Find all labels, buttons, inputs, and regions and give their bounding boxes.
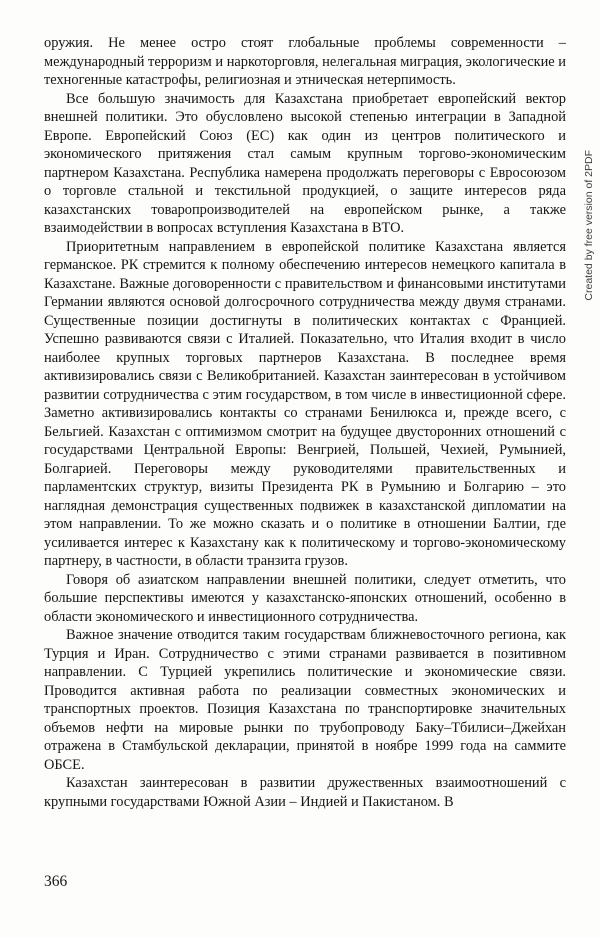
page-number: 366 (44, 873, 68, 890)
body-text (44, 34, 566, 811)
watermark-text: Created by free version of 2PDF (583, 150, 595, 301)
paragraph-middle-east: Важное значение отводится таким государствам ближневосточного региона, как Турция и Иран. Сотрудничество с этими странами развивается в позитивном направлении. С Турцией укрепились политические и экономические связи. Проводится активная работа по реализации совместных экономических и транспортных проектов. Позиция Казахстана по транспортировке значительных объемов нефти на мировые рынки по трубопроводу Баку–Тбилиси–Джейхан отражена в Стамбульской декларации, принятой в ноябре 1999 года на саммите ОБСЕ. (44, 627, 566, 773)
paragraph-european-vector: Все большую значимость для Казахстана приобретает европейский вектор внешней политики. Это обусловлено высокой степенью интеграции в Западной Европе. Европейский Союз (ЕС) как один из центров политического и экономического притяжения стал самым крупным торгово-экономическим партнером Казахстана. Республика намерена продолжать переговоры с Евросоюзом о торговле стальной и текстильной продукцией, о защите интересов ряда казахстанских товаропроизводителей на европейском рынке, а также взаимодействии в вопросах вступления Казахстана в ВТО. (44, 90, 566, 236)
paragraph-asian-direction: Говоря об азиатском направлении внешней политики, следует отметить, что большие перспективы имеются у казахстанско-японских отношений, особенно в области экономического и инвестиционного сотрудничества. (44, 571, 566, 625)
paragraph-continued: оружия. Не менее остро стоят глобальные проблемы современности – международный терроризм и наркоторговля, нелегальная миграция, экологические и техногенные катастрофы, религиозная и этническая нетерпимость. (44, 35, 566, 88)
paragraph-germany-priority: Приоритетным направлением в европейской политике Казахстана является германское. РК стремится к полному обеспечению интересов немецкого капитала в Казахстане. Важные договоренности с правительством и финансовыми институтами Германии являются основой долгосрочного сотрудничества между двумя странами. Существенные позиции достигнуты в политических контактах с Францией. Успешно развиваются связи с Италией. Показательно, что Италия входит в число наиболее крупных торговых партнеров Казахстана. В последнее время активизировались связи с Великобританией. Казахстан заинтересован в устойчивом развитии сотрудничества с этим государством, в том числе в инвестиционной сфере. Заметно активизировались контакты со странами Бенилюкса и, прежде всего, с Бельгией. Казахстан с оптимизмом смотрит на будущее двусторонних отношений с государствами Центральной Европы: Венгрией, Польшей, Чехией, Румынией, Болгарией. Переговоры между руководителями правительственных и парламентских структур, визиты Президента РК в Румынию и Болгарию – это наглядная демонстрация существенных подвижек в казахстанской дипломатии на этом направлении. То же можно сказать и о политике в отношении Балтии, где усиливается интерес к Казахстану как к политическому и торгово-экономическому партнеру, в частности, в области транзита грузов. (44, 238, 566, 569)
paragraph-south-asia: Казахстан заинтересован в развитии дружественных взаимоотношений с крупными государствами Южной Азии – Индией и Пакистаном. В (44, 775, 566, 810)
